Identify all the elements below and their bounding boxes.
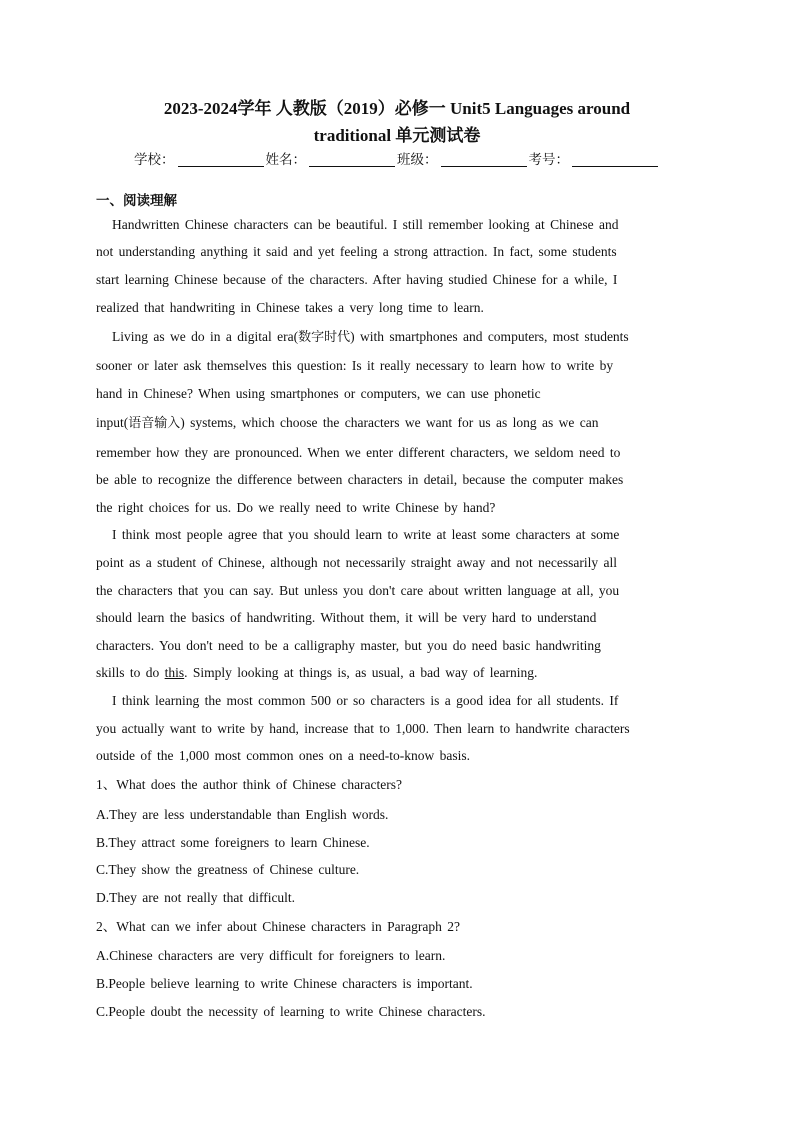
question-1-stem: 1、What does the author think of Chinese characters? xyxy=(96,777,403,792)
school-label: 学校： xyxy=(134,152,175,168)
section-heading-reading: 一、阅读理解 xyxy=(96,193,177,209)
passage-line: you actually want to write by hand, increase that to 1,000. Then learn to handwrite characters xyxy=(96,721,630,736)
passage-line: outside of the 1,000 most common ones on a need-to-know basis. xyxy=(96,748,470,763)
exam-no-label: 考号： xyxy=(528,152,569,168)
passage-line: sooner or later ask themselves this question: Is it really necessary to learn how to write by xyxy=(96,358,614,373)
student-info-row xyxy=(0,150,794,170)
passage-line: the right choices for us. Do we really need to write Chinese by hand? xyxy=(96,500,496,515)
passage-line: point as a student of Chinese, although not necessarily straight away and not necessarily all xyxy=(96,555,618,570)
passage-line: I think learning the most common 500 or so characters is a good idea for all students. If xyxy=(112,693,619,708)
question-1-option-c[interactable]: C.They show the greatness of Chinese culture. xyxy=(96,862,360,877)
passage-line: not understanding anything it said and yet feeling a strong attraction. In fact, some students xyxy=(96,244,617,259)
exam-title-line-2: traditional 单元测试卷 xyxy=(313,126,481,145)
question-1-option-b[interactable]: B.They attract some foreigners to learn Chinese. xyxy=(96,835,370,850)
class-blank[interactable] xyxy=(441,152,527,167)
passage-line: skills to do this. Simply looking at things is, as usual, a bad way of learning. xyxy=(96,665,538,680)
passage-line: Living as we do in a digital era(数字时代) with smartphones and computers, most students xyxy=(112,329,629,345)
passage-line: the characters that you can say. But unless you don't care about written language at all, you xyxy=(96,583,620,598)
gloss-digital-era: 数字时代 xyxy=(298,330,351,345)
gloss-phonetic-input: 语音输入 xyxy=(128,416,181,431)
passage-line: Handwritten Chinese characters can be beautiful. I still remember looking at Chinese and xyxy=(112,217,619,232)
exam-title-line-1: 2023-2024学年 人教版（2019）必修一 Unit5 Languages around xyxy=(163,99,631,118)
name-blank[interactable] xyxy=(309,152,395,167)
passage-line: should learn the basics of handwriting. Without them, it will be very hard to understand xyxy=(96,610,597,625)
question-1-option-d[interactable]: D.They are not really that difficult. xyxy=(96,890,296,905)
passage-line: hand in Chinese? When using smartphones or computers, we can use phonetic xyxy=(96,386,541,401)
passage-line: characters. You don't need to be a calligraphy master, but you do need basic handwriting xyxy=(96,638,601,653)
school-blank[interactable] xyxy=(178,152,264,167)
class-label: 班级： xyxy=(397,152,438,168)
passage-line: remember how they are pronounced. When we enter different characters, we seldom need to xyxy=(96,445,621,460)
passage-line: be able to recognize the difference between characters in detail, because the computer makes xyxy=(96,472,624,487)
passage-line: input(语音输入) systems, which choose the characters we want for us as long as we can xyxy=(96,415,599,431)
name-label: 姓名： xyxy=(265,152,306,168)
question-2-stem: 2、What can we infer about Chinese characters in Paragraph 2? xyxy=(96,919,460,934)
question-2-option-a[interactable]: A.Chinese characters are very difficult for foreigners to learn. xyxy=(96,948,446,963)
passage-line: start learning Chinese because of the characters. After having studied Chinese for a while, I xyxy=(96,272,618,287)
question-2-option-b[interactable]: B.People believe learning to write Chinese characters is important. xyxy=(96,976,473,991)
passage-line: realized that handwriting in Chinese takes a very long time to learn. xyxy=(96,300,484,315)
question-1-option-a[interactable]: A.They are less understandable than English words. xyxy=(96,807,389,822)
underlined-word-this: this xyxy=(164,665,185,680)
question-2-option-c[interactable]: C.People doubt the necessity of learning to write Chinese characters. xyxy=(96,1004,486,1019)
exam-no-blank[interactable] xyxy=(572,152,658,167)
passage-line: I think most people agree that you should learn to write at least some characters at some xyxy=(112,527,620,542)
